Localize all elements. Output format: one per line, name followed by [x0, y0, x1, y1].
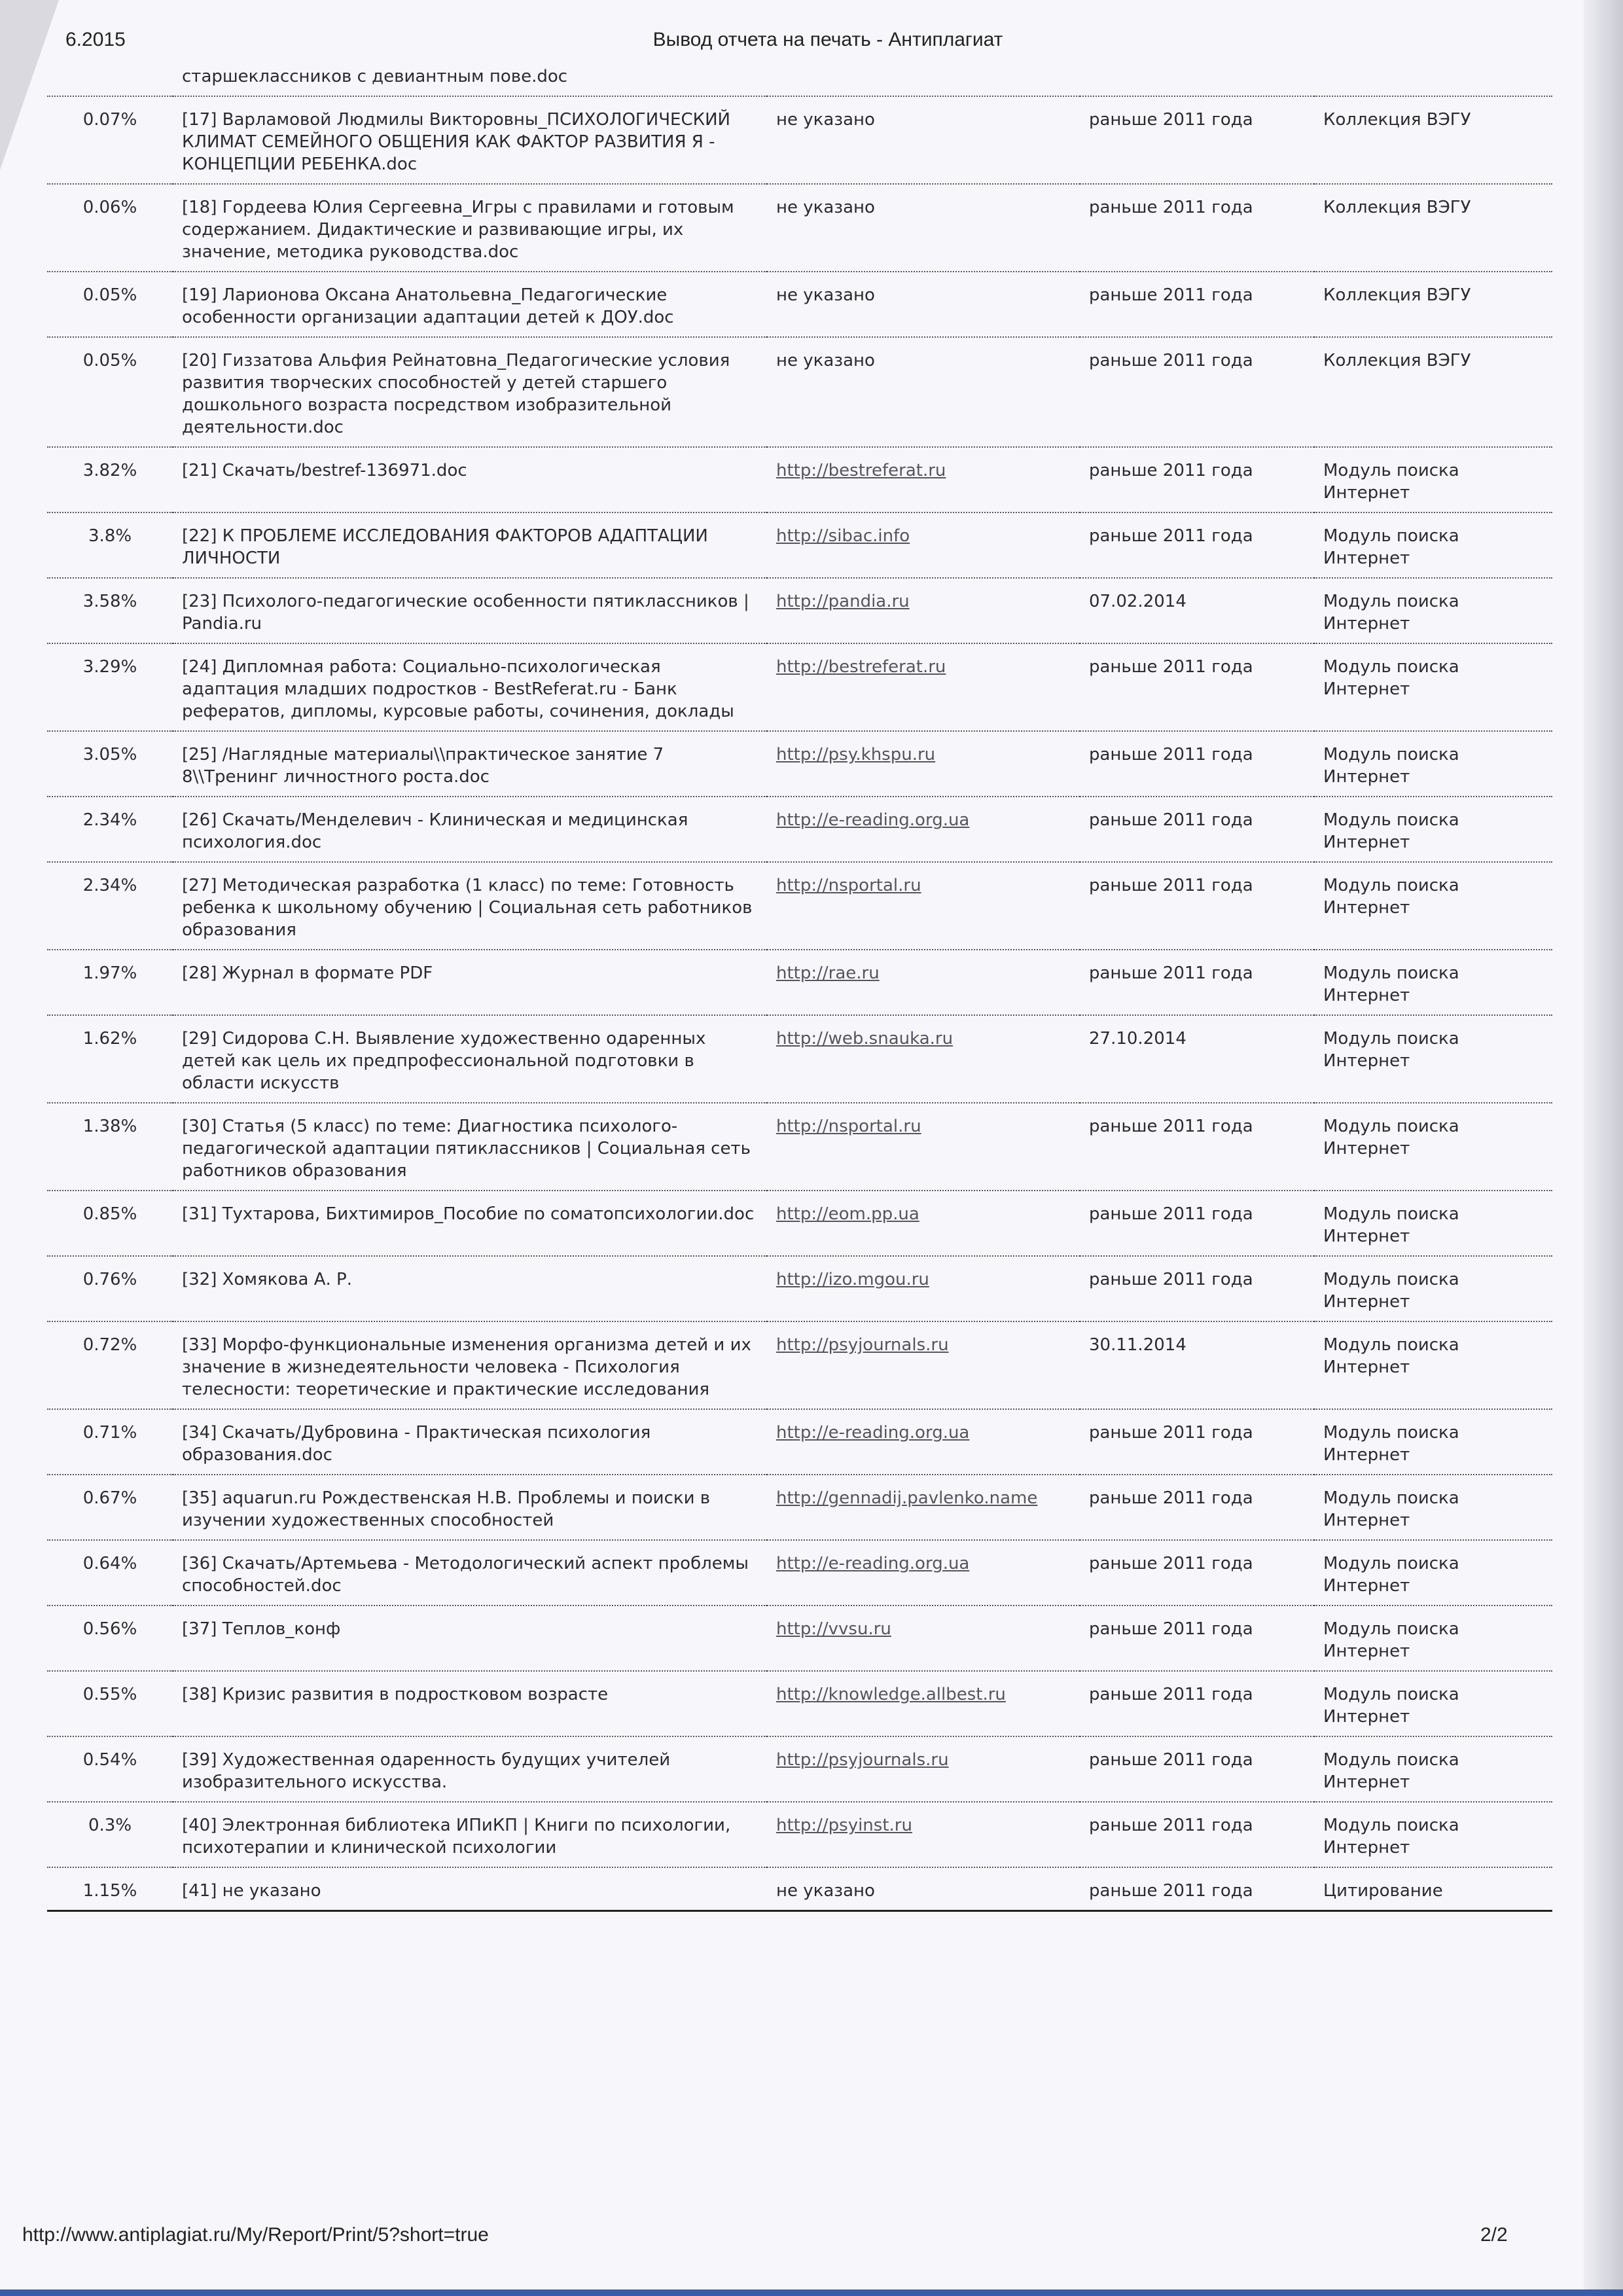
table-row: [47, 862, 1552, 950]
source-name-cell: [22] К ПРОБЛЕМЕ ИССЛЕДОВАНИЯ ФАКТОРОВ АДАПТАЦИИ ЛИЧНОСТИ: [173, 512, 767, 578]
source-name-cell: [18] Гордеева Юлия Сергеевна_Игры с правилами и готовым содержанием. Дидактические и развивающие игры, их значение, методика руководства.doc: [173, 184, 767, 272]
collection-cell: Коллекция ВЭГУ: [1314, 96, 1552, 184]
source-link[interactable]: http://knowledge.allbest.ru: [776, 1685, 1006, 1704]
date-cell: раньше 2011 года: [1080, 447, 1314, 512]
collection-cell: Модуль поиска Интернет: [1314, 1321, 1552, 1409]
percent-cell: 3.58%: [47, 578, 173, 643]
source-url-cell: не указано: [767, 337, 1080, 447]
source-url-cell: не указано: [767, 96, 1080, 184]
date-cell: раньше 2011 года: [1080, 1475, 1314, 1540]
percent-cell: 0.85%: [47, 1191, 173, 1256]
sources-table: [47, 65, 1552, 1912]
table-row: [47, 578, 1552, 643]
percent-cell: 1.15%: [47, 1867, 173, 1911]
collection-cell: Модуль поиска Интернет: [1314, 1409, 1552, 1475]
date-cell: раньше 2011 года: [1080, 1671, 1314, 1736]
source-url-cell: [767, 1409, 1080, 1475]
date-cell: 07.02.2014: [1080, 578, 1314, 643]
collection-cell: Модуль поиска Интернет: [1314, 1191, 1552, 1256]
date-cell: [1080, 65, 1314, 96]
date-cell: 30.11.2014: [1080, 1321, 1314, 1409]
source-name-cell: [40] Электронная библиотека ИПиКП | Книги по психологии, психотерапии и клинической психологии: [173, 1802, 767, 1867]
collection-cell: Модуль поиска Интернет: [1314, 950, 1552, 1015]
source-url-cell: [767, 731, 1080, 797]
source-link[interactable]: http://nsportal.ru: [776, 876, 921, 895]
source-link[interactable]: http://rae.ru: [776, 963, 880, 983]
date-cell: раньше 2011 года: [1080, 1409, 1314, 1475]
percent-cell: 3.82%: [47, 447, 173, 512]
table-row: [47, 1103, 1552, 1191]
table-row: [47, 950, 1552, 1015]
source-link[interactable]: http://gennadij.pavlenko.name: [776, 1488, 1038, 1508]
source-name-cell: [32] Хомякова А. Р.: [173, 1256, 767, 1321]
date-cell: раньше 2011 года: [1080, 1191, 1314, 1256]
table-row: [47, 447, 1552, 512]
source-name-cell: [36] Скачать/Артемьева - Методологический аспект проблемы способностей.doc: [173, 1540, 767, 1605]
source-link[interactable]: http://eom.pp.ua: [776, 1204, 919, 1224]
source-link[interactable]: http://bestreferat.ru: [776, 657, 946, 677]
source-url-cell: [767, 643, 1080, 731]
source-name-cell: [39] Художественная одаренность будущих учителей изобразительного искусства.: [173, 1736, 767, 1802]
table-row: [47, 512, 1552, 578]
source-url-cell: [767, 578, 1080, 643]
source-url-cell: [767, 1191, 1080, 1256]
table-row: [47, 643, 1552, 731]
percent-cell: 0.54%: [47, 1736, 173, 1802]
source-url-cell: [767, 1540, 1080, 1605]
source-url-cell: [767, 797, 1080, 862]
date-cell: раньше 2011 года: [1080, 1103, 1314, 1191]
source-name-cell: [27] Методическая разработка (1 класс) по теме: Готовность ребенка к школьному обучению | Социальная сеть работников образования: [173, 862, 767, 950]
source-link[interactable]: http://psyjournals.ru: [776, 1335, 949, 1355]
source-link[interactable]: http://bestreferat.ru: [776, 461, 946, 480]
table-row: [47, 184, 1552, 272]
source-name-cell: [28] Журнал в формате PDF: [173, 950, 767, 1015]
source-url-cell: [767, 862, 1080, 950]
collection-cell: Модуль поиска Интернет: [1314, 862, 1552, 950]
source-url-cell: [767, 1103, 1080, 1191]
collection-cell: Модуль поиска Интернет: [1314, 1256, 1552, 1321]
print-title: Вывод отчета на печать - Антиплагиат: [652, 29, 1003, 50]
percent-cell: 2.34%: [47, 862, 173, 950]
collection-cell: Модуль поиска Интернет: [1314, 1605, 1552, 1671]
collection-cell: Модуль поиска Интернет: [1314, 1015, 1552, 1103]
collection-cell: Цитирование: [1314, 1867, 1552, 1911]
footer-url: http://www.antiplagiat.ru/My/Report/Print/5?short=true: [22, 2224, 489, 2246]
table-row: [47, 1191, 1552, 1256]
percent-cell: 0.56%: [47, 1605, 173, 1671]
percent-cell: 1.97%: [47, 950, 173, 1015]
source-name-cell: [20] Гиззатова Альфия Рейнатовна_Педагогические условия развития творческих способностей у детей старшего дошкольного возраста посредством изобразительной деятельности.doc: [173, 337, 767, 447]
collection-cell: Модуль поиска Интернет: [1314, 578, 1552, 643]
date-cell: раньше 2011 года: [1080, 512, 1314, 578]
table-row: [47, 1867, 1552, 1911]
source-link[interactable]: http://pandia.ru: [776, 592, 910, 611]
table-row: [47, 1802, 1552, 1867]
source-link[interactable]: http://psyjournals.ru: [776, 1750, 949, 1770]
source-url-cell: [767, 950, 1080, 1015]
source-url-cell: [767, 65, 1080, 96]
percent-cell: 3.8%: [47, 512, 173, 578]
collection-cell: Модуль поиска Интернет: [1314, 1671, 1552, 1736]
source-url-cell: [767, 1802, 1080, 1867]
source-link[interactable]: http://psy.khspu.ru: [776, 745, 936, 764]
source-url-cell: не указано: [767, 184, 1080, 272]
collection-cell: Модуль поиска Интернет: [1314, 512, 1552, 578]
collection-cell: Модуль поиска Интернет: [1314, 731, 1552, 797]
percent-cell: 1.62%: [47, 1015, 173, 1103]
source-url-cell: [767, 1671, 1080, 1736]
source-url-cell: не указано: [767, 272, 1080, 337]
source-name-cell: [17] Варламовой Людмилы Викторовны_ПСИХОЛОГИЧЕСКИЙ КЛИМАТ СЕМЕЙНОГО ОБЩЕНИЯ КАК ФАКТОР РАЗВИТИЯ Я - КОНЦЕПЦИИ РЕБЕНКА.doc: [173, 96, 767, 184]
source-link[interactable]: http://psyinst.ru: [776, 1816, 912, 1835]
date-cell: раньше 2011 года: [1080, 643, 1314, 731]
table-row-continuation: [47, 65, 1552, 96]
table-row: [47, 1256, 1552, 1321]
source-name-cell: [23] Психолого-педагогические особенности пятиклассников | Pandia.ru: [173, 578, 767, 643]
source-url-cell: [767, 512, 1080, 578]
date-cell: раньше 2011 года: [1080, 337, 1314, 447]
collection-cell: [1314, 65, 1552, 96]
source-url-cell: [767, 1736, 1080, 1802]
source-name-cell: [25] /Наглядные материалы\\практическое занятие 7 8\\Тренинг личностного роста.doc: [173, 731, 767, 797]
percent-cell: [47, 65, 173, 96]
collection-cell: Коллекция ВЭГУ: [1314, 272, 1552, 337]
source-link[interactable]: http://sibac.info: [776, 526, 910, 546]
collection-cell: Модуль поиска Интернет: [1314, 1540, 1552, 1605]
percent-cell: 0.05%: [47, 272, 173, 337]
percent-cell: 0.67%: [47, 1475, 173, 1540]
table-row: [47, 272, 1552, 337]
date-cell: раньше 2011 года: [1080, 96, 1314, 184]
date-cell: раньше 2011 года: [1080, 1867, 1314, 1911]
table-row: [47, 1475, 1552, 1540]
percent-cell: 0.55%: [47, 1671, 173, 1736]
source-name-cell: [30] Статья (5 класс) по теме: Диагностика психолого-педагогической адаптации пятиклассников | Социальная сеть работников образования: [173, 1103, 767, 1191]
source-link[interactable]: http://izo.mgou.ru: [776, 1270, 929, 1289]
print-date: 6.2015: [65, 29, 126, 50]
table-row: [47, 1540, 1552, 1605]
date-cell: раньше 2011 года: [1080, 1605, 1314, 1671]
source-name-cell: [21] Скачать/bestref-136971.doc: [173, 447, 767, 512]
source-name-cell: [38] Кризис развития в подростковом возрасте: [173, 1671, 767, 1736]
source-name-cell: [26] Скачать/Менделевич - Клиническая и медицинская психология.doc: [173, 797, 767, 862]
percent-cell: 0.76%: [47, 1256, 173, 1321]
collection-cell: Модуль поиска Интернет: [1314, 1802, 1552, 1867]
table-row: [47, 1605, 1552, 1671]
source-link[interactable]: http://vvsu.ru: [776, 1619, 891, 1639]
source-name-cell: [33] Морфо-функциональные изменения организма детей и их значение в жизнедеятельности человека - Психология телесности: теоретические и практические исследования: [173, 1321, 767, 1409]
source-name-cell: [19] Ларионова Оксана Анатольевна_Педагогические особенности организации адаптации детей к ДОУ.doc: [173, 272, 767, 337]
percent-cell: 3.05%: [47, 731, 173, 797]
collection-cell: Модуль поиска Интернет: [1314, 797, 1552, 862]
source-link[interactable]: http://e-reading.org.ua: [776, 1423, 970, 1443]
percent-cell: 0.72%: [47, 1321, 173, 1409]
source-name-cell: [29] Сидорова С.Н. Выявление художественно одаренных детей как цель их предпрофессиональной подготовки в области искусств: [173, 1015, 767, 1103]
collection-cell: Модуль поиска Интернет: [1314, 1103, 1552, 1191]
percent-cell: 2.34%: [47, 797, 173, 862]
collection-cell: Коллекция ВЭГУ: [1314, 337, 1552, 447]
date-cell: раньше 2011 года: [1080, 1540, 1314, 1605]
source-name-cell: [41] не указано: [173, 1867, 767, 1911]
percent-cell: 1.38%: [47, 1103, 173, 1191]
percent-cell: 0.64%: [47, 1540, 173, 1605]
percent-cell: 0.71%: [47, 1409, 173, 1475]
date-cell: раньше 2011 года: [1080, 731, 1314, 797]
percent-cell: 0.06%: [47, 184, 173, 272]
source-url-cell: не указано: [767, 1867, 1080, 1911]
date-cell: раньше 2011 года: [1080, 1256, 1314, 1321]
source-url-cell: [767, 1321, 1080, 1409]
percent-cell: 0.07%: [47, 96, 173, 184]
source-name-cell: [37] Теплов_конф: [173, 1605, 767, 1671]
date-cell: раньше 2011 года: [1080, 272, 1314, 337]
table-row: [47, 1409, 1552, 1475]
percent-cell: 3.29%: [47, 643, 173, 731]
date-cell: раньше 2011 года: [1080, 862, 1314, 950]
source-link[interactable]: http://e-reading.org.ua: [776, 1554, 970, 1573]
table-row: [47, 731, 1552, 797]
source-url-cell: [767, 447, 1080, 512]
source-link[interactable]: http://web.snauka.ru: [776, 1029, 954, 1049]
date-cell: раньше 2011 года: [1080, 950, 1314, 1015]
source-link[interactable]: http://nsportal.ru: [776, 1117, 921, 1136]
source-name-cell: [31] Тухтарова, Бихтимиров_Пособие по соматопсихологии.doc: [173, 1191, 767, 1256]
collection-cell: Модуль поиска Интернет: [1314, 1475, 1552, 1540]
source-url-cell: [767, 1605, 1080, 1671]
date-cell: 27.10.2014: [1080, 1015, 1314, 1103]
collection-cell: Модуль поиска Интернет: [1314, 643, 1552, 731]
table-row: [47, 1015, 1552, 1103]
collection-cell: Модуль поиска Интернет: [1314, 1736, 1552, 1802]
percent-cell: 0.05%: [47, 337, 173, 447]
table-row: [47, 1321, 1552, 1409]
page-number: 2/2: [1480, 2224, 1508, 2246]
date-cell: раньше 2011 года: [1080, 1802, 1314, 1867]
source-link[interactable]: http://e-reading.org.ua: [776, 810, 970, 830]
source-url-cell: [767, 1475, 1080, 1540]
source-url-cell: [767, 1015, 1080, 1103]
page-edge-shadow: [1584, 0, 1623, 2296]
table-row: [47, 96, 1552, 184]
collection-cell: Модуль поиска Интернет: [1314, 447, 1552, 512]
source-name-cell: [35] aquarun.ru Рождественская Н.В. Проблемы и поиски в изучении художественных способностей: [173, 1475, 767, 1540]
date-cell: раньше 2011 года: [1080, 184, 1314, 272]
table-row: [47, 1671, 1552, 1736]
table-row: [47, 1736, 1552, 1802]
table-row: [47, 337, 1552, 447]
table-row: [47, 797, 1552, 862]
date-cell: раньше 2011 года: [1080, 1736, 1314, 1802]
date-cell: раньше 2011 года: [1080, 797, 1314, 862]
percent-cell: 0.3%: [47, 1802, 173, 1867]
source-name-cell: [24] Дипломная работа: Социально-психологическая адаптация младших подростков - BestReferat.ru - Банк рефератов, дипломы, курсовые работы, сочинения, доклады: [173, 643, 767, 731]
source-name-cell: [34] Скачать/Дубровина - Практическая психология образования.doc: [173, 1409, 767, 1475]
collection-cell: Коллекция ВЭГУ: [1314, 184, 1552, 272]
page-bottom-edge: [0, 2289, 1623, 2296]
source-name-cell: старшеклассников с девиантным пове.doc: [173, 65, 767, 96]
source-url-cell: [767, 1256, 1080, 1321]
